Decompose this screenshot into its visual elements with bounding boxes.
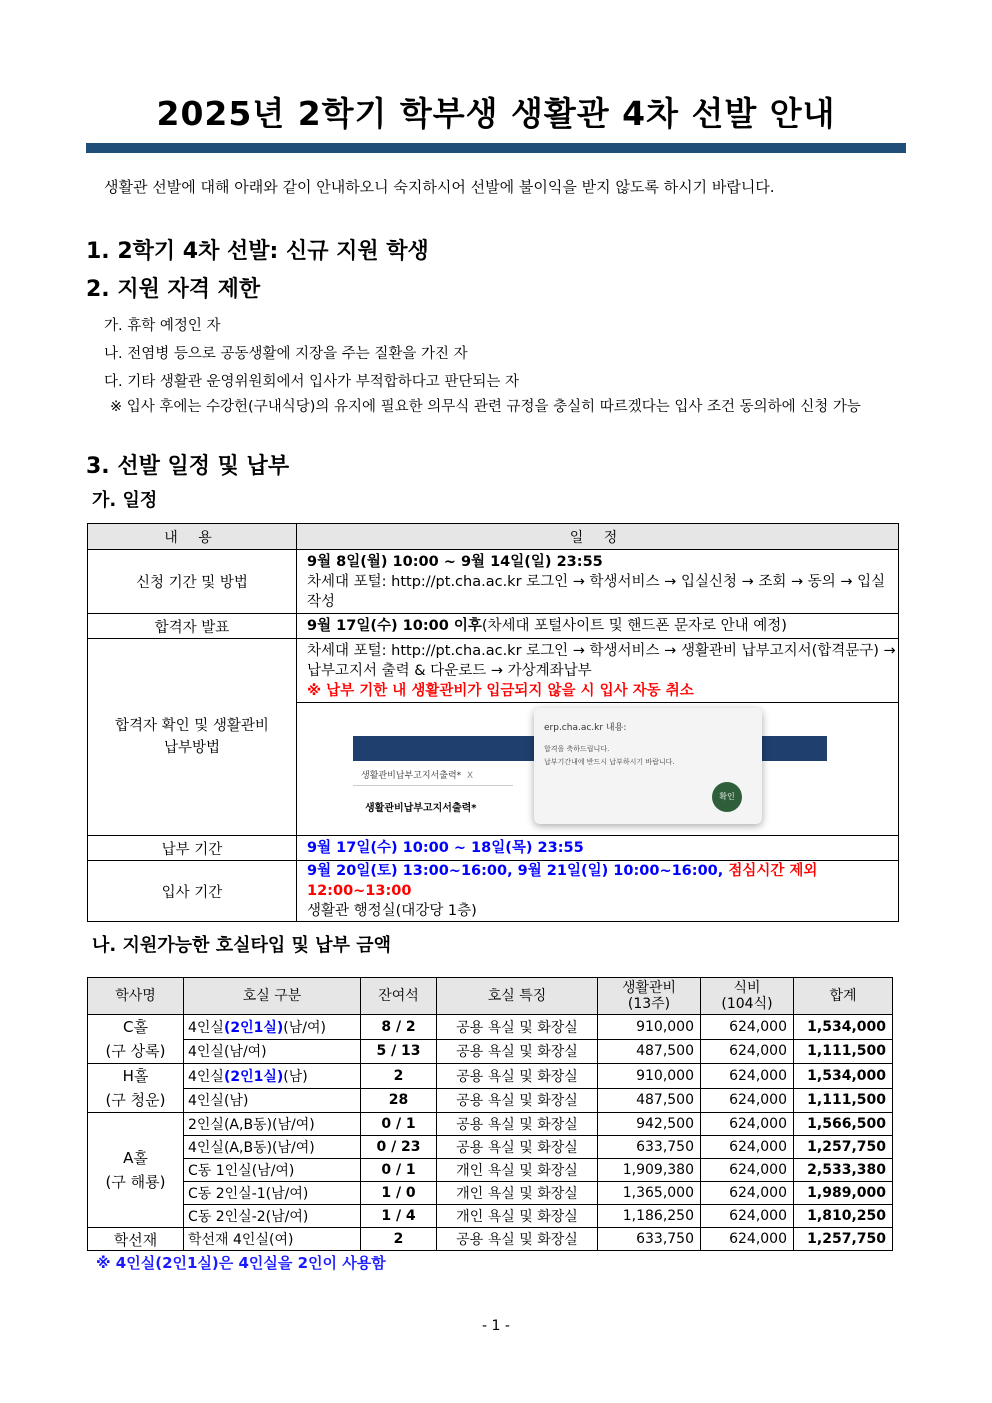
hall-a: A홀 (구 해룡) (88, 1113, 184, 1228)
popup-title: erp.cha.ac.kr 내용: (544, 723, 627, 733)
meal: 624,000 (701, 1205, 794, 1228)
total: 1,257,750 (794, 1136, 893, 1159)
fee: 942,500 (598, 1113, 701, 1136)
room-header: 식비 (104식) (701, 978, 794, 1015)
apply-label: 신청 기간 및 방법 (88, 550, 297, 614)
schedule-header-date: 일 정 (297, 524, 899, 550)
announce-label: 합격자 발표 (88, 614, 297, 639)
table-row (88, 1039, 893, 1064)
room-type: 4인실(남) (184, 1088, 361, 1113)
notice-screenshot (297, 703, 898, 835)
pay-label: 납부 기간 (88, 836, 297, 861)
table-row (88, 1088, 893, 1113)
hall-h: H홀 (구 청운) (88, 1064, 184, 1113)
total: 1,534,000 (794, 1064, 893, 1089)
section-2-heading: 2. 지원 자격 제한 (86, 277, 261, 302)
fee: 487,500 (598, 1039, 701, 1064)
fee: 910,000 (598, 1015, 701, 1040)
confirm-warning: ※ 납부 기한 내 생활관비가 입금되지 않을 시 입사 자동 취소 (307, 682, 694, 699)
feature: 공용 욕실 및 화장실 (437, 1015, 598, 1040)
seats: 1 / 0 (361, 1182, 437, 1205)
meal: 624,000 (701, 1088, 794, 1113)
total: 1,534,000 (794, 1015, 893, 1040)
room-type: C동 1인실(남/여) (184, 1159, 361, 1182)
total: 1,111,500 (794, 1088, 893, 1113)
meal: 624,000 (701, 1015, 794, 1040)
apply-method: 차세대 포털: http://pt.cha.ac.kr 로그인 → 학생서비스 → 입실신청 → 조회 → 동의 → 입실 작성 (307, 573, 886, 610)
room-type-text: 4인실 (188, 1068, 224, 1085)
hall-c: C홀 (구 상록) (88, 1015, 184, 1064)
alert-popup (534, 708, 762, 824)
feature: 공용 욕실 및 화장실 (437, 1113, 598, 1136)
schedule-table (87, 523, 899, 922)
table-row (88, 1064, 893, 1089)
movein-lunch: 점심시간 제외 12:00~13:00 (307, 863, 818, 899)
total: 1,810,250 (794, 1205, 893, 1228)
feature: 공용 욕실 및 화장실 (437, 1228, 598, 1251)
room-type (184, 1015, 361, 1040)
feature: 공용 욕실 및 화장실 (437, 1136, 598, 1159)
room-table (87, 977, 893, 1251)
total: 1,566,500 (794, 1113, 893, 1136)
popup-line: 납부기간내에 반드시 납부하시기 바랍니다. (544, 758, 675, 766)
announce-note: (차세대 포털사이트 및 핸드폰 문자로 안내 예정) (481, 618, 787, 634)
seats: 5 / 13 (361, 1039, 437, 1064)
fee: 910,000 (598, 1064, 701, 1089)
feature: 개인 욕실 및 화장실 (437, 1182, 598, 1205)
title-underline (86, 143, 906, 153)
room-type-text: (남/여) (283, 1019, 326, 1036)
table-row (88, 1015, 893, 1040)
table-row (88, 1136, 893, 1159)
fee: 1,186,250 (598, 1205, 701, 1228)
seats: 0 / 1 (361, 1159, 437, 1182)
restriction-item: 가. 휴학 예정인 자 (104, 318, 221, 334)
room-type: 학선재 4인실(여) (184, 1228, 361, 1251)
room-type: 2인실(A,B동)(남/여) (184, 1113, 361, 1136)
table-row (88, 1182, 893, 1205)
pay-date: 9월 17일(수) 10:00 ~ 18일(목) 23:55 (297, 836, 899, 861)
room-type: C동 2인실-2(남/여) (184, 1205, 361, 1228)
footnote: ※ 4인실(2인1실)은 4인실을 2인이 사용함 (96, 1254, 386, 1272)
feature: 개인 욕실 및 화장실 (437, 1205, 598, 1228)
room-header: 호실 특징 (437, 978, 598, 1015)
fee: 633,750 (598, 1228, 701, 1251)
movein-place: 생활관 행정실(대강당 1층) (307, 903, 477, 919)
room-type-highlight: (2인1실) (223, 1019, 284, 1036)
meal: 624,000 (701, 1136, 794, 1159)
screenshot-divider (353, 785, 513, 786)
screenshot-tab (361, 768, 473, 781)
room-header: 생활관비 (13주) (598, 978, 701, 1015)
room-type-text: (남) (283, 1068, 308, 1085)
schedule-header-content: 내 용 (88, 524, 297, 550)
fee: 1,365,000 (598, 1182, 701, 1205)
meal: 624,000 (701, 1064, 794, 1089)
meal: 624,000 (701, 1228, 794, 1251)
room-type: 4인실(A,B동)(남/여) (184, 1136, 361, 1159)
restriction-item: 나. 전염병 등으로 공동생활에 지장을 주는 질환을 가진 자 (104, 346, 468, 362)
screenshot-page-heading: 생활관비납부고지서출력* (365, 803, 477, 814)
room-header: 학사명 (88, 978, 184, 1015)
seats: 2 (361, 1228, 437, 1251)
fee: 633,750 (598, 1136, 701, 1159)
room-header: 합계 (794, 978, 893, 1015)
popup-confirm-button[interactable]: 확인 (712, 782, 742, 812)
room-header: 호실 구분 (184, 978, 361, 1015)
rooms-subheading: 나. 지원가능한 호실타입 및 납부 금액 (92, 935, 391, 956)
table-row (88, 1228, 893, 1251)
total: 1,111,500 (794, 1039, 893, 1064)
room-type (184, 1064, 361, 1089)
meal: 624,000 (701, 1182, 794, 1205)
feature: 공용 욕실 및 화장실 (437, 1064, 598, 1089)
fee: 487,500 (598, 1088, 701, 1113)
table-row (88, 1205, 893, 1228)
section-3-heading: 3. 선발 일정 및 납부 (86, 454, 290, 479)
intro-text: 생활관 선발에 대해 아래와 같이 안내하오니 숙지하시어 선발에 불이익을 받지 않도록 하시기 바랍니다. (104, 178, 775, 196)
room-header: 잔여석 (361, 978, 437, 1015)
room-type: 4인실(남/여) (184, 1039, 361, 1064)
movein-label: 입사 기간 (88, 861, 297, 922)
table-row (88, 1159, 893, 1182)
room-type: C동 2인실-1(남/여) (184, 1182, 361, 1205)
page-title: 2025년 2학기 학부생 생활관 4차 선발 안내 (156, 94, 836, 133)
meal: 624,000 (701, 1159, 794, 1182)
close-icon: X (466, 771, 474, 781)
announce-date: 9월 17일(수) 10:00 이후 (307, 618, 482, 634)
confirm-method: 차세대 포털: http://pt.cha.ac.kr 로그인 → 학생서비스 → 생활관비 납부고지서(합격문구) → 납부고지서 출력 & 다운로드 → 가상계좌납부 (307, 642, 896, 679)
restriction-note: ※ 입사 후에는 수강헌(구내식당)의 유지에 필요한 의무식 관련 규정을 충실히 따르겠다는 입사 조건 동의하에 신청 가능 (110, 399, 861, 415)
feature: 공용 욕실 및 화장실 (437, 1039, 598, 1064)
seats: 0 / 23 (361, 1136, 437, 1159)
seats: 8 / 2 (361, 1015, 437, 1040)
restriction-item: 다. 기타 생활관 운영위원회에서 입사가 부적합하다고 판단되는 자 (104, 374, 520, 390)
room-type-text: 4인실 (188, 1019, 224, 1036)
page-number: - 1 - (482, 1318, 510, 1334)
apply-date: 9월 8일(월) 10:00 ~ 9월 14일(일) 23:55 (307, 553, 603, 570)
table-row (88, 1113, 893, 1136)
feature: 개인 욕실 및 화장실 (437, 1159, 598, 1182)
seats: 1 / 4 (361, 1205, 437, 1228)
total: 1,989,000 (794, 1182, 893, 1205)
confirm-label: 합격자 확인 및 생활관비 납부방법 (88, 639, 297, 836)
section-1-heading: 1. 2학기 4차 선발: 신규 지원 학생 (86, 239, 429, 264)
room-type-highlight: (2인1실) (223, 1068, 284, 1085)
seats: 0 / 1 (361, 1113, 437, 1136)
popup-line: 합격을 축하드립니다. (544, 745, 610, 753)
total: 1,257,750 (794, 1228, 893, 1251)
hall-s: 학선재 (88, 1228, 184, 1251)
meal: 624,000 (701, 1039, 794, 1064)
total: 2,533,380 (794, 1159, 893, 1182)
screenshot-tab-label: 생활관비납부고지서출력* (361, 771, 462, 781)
movein-date: 9월 20일(토) 13:00~16:00, 9월 21일(일) 10:00~16:00, (307, 863, 724, 879)
seats: 2 (361, 1064, 437, 1089)
seats: 28 (361, 1088, 437, 1113)
meal: 624,000 (701, 1113, 794, 1136)
feature: 공용 욕실 및 화장실 (437, 1088, 598, 1113)
schedule-subheading: 가. 일정 (92, 490, 158, 511)
fee: 1,909,380 (598, 1159, 701, 1182)
